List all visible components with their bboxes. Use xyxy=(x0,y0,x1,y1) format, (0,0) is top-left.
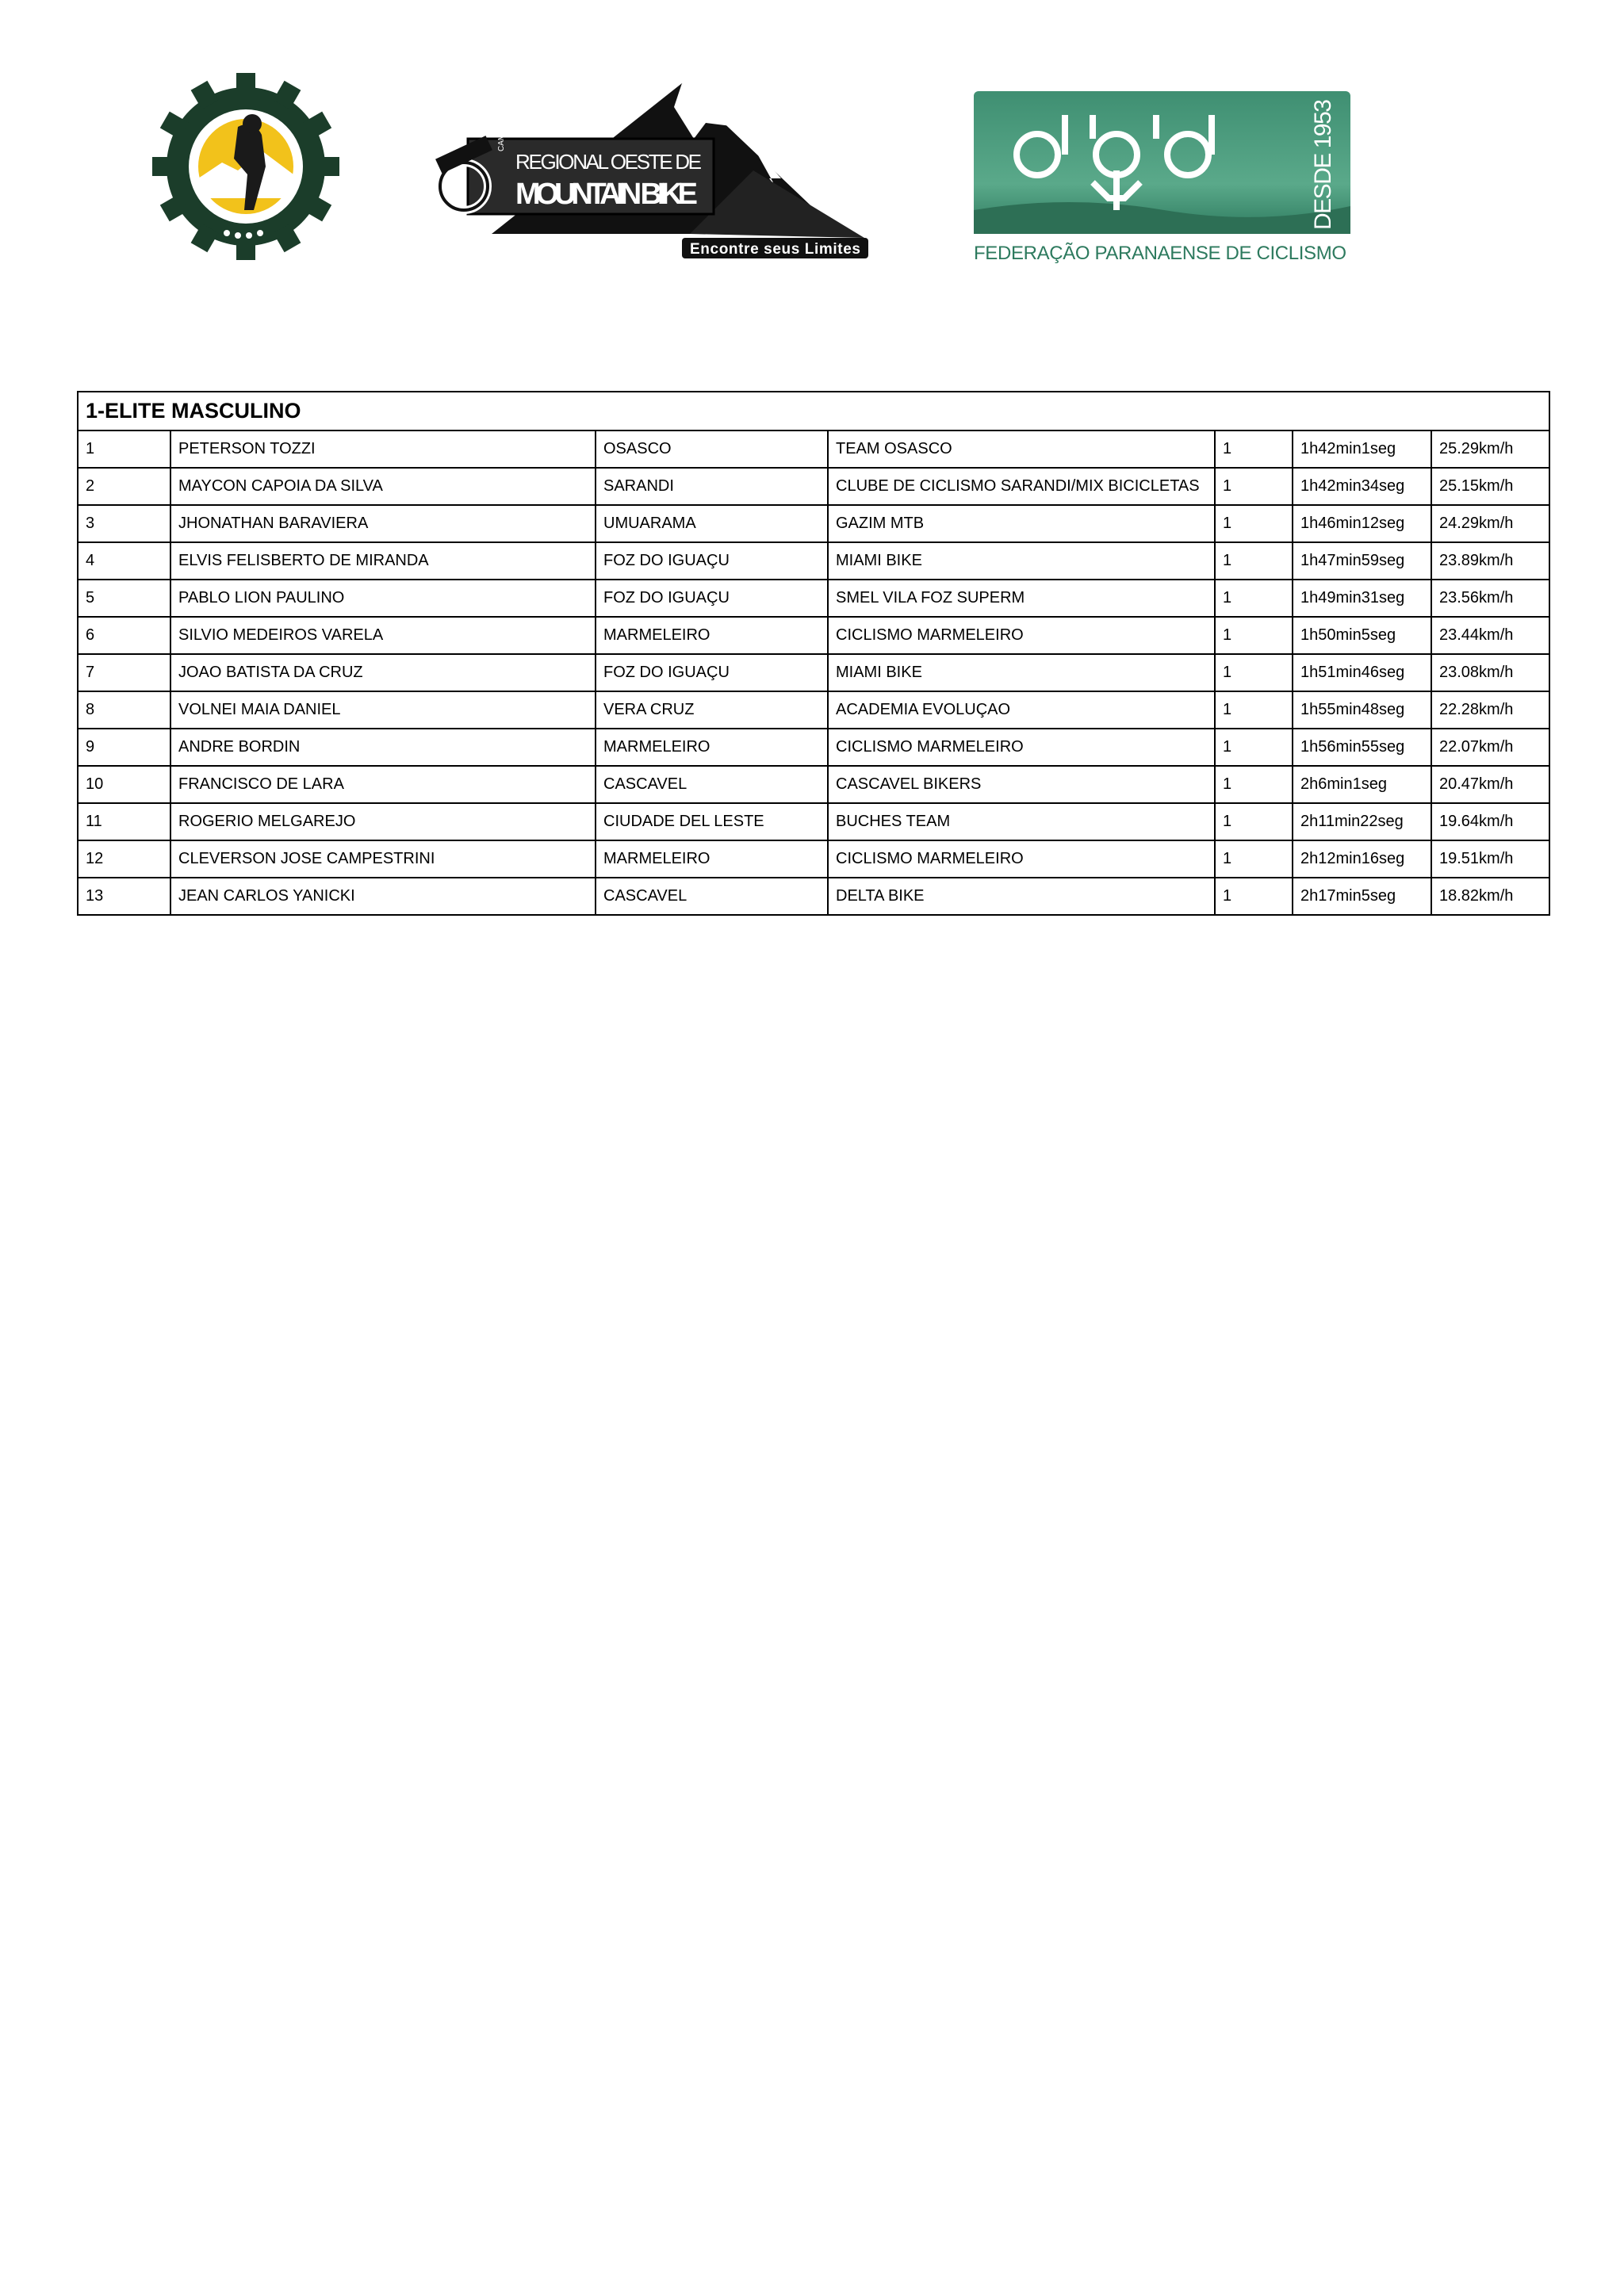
position-cell: 12 xyxy=(78,840,170,878)
laps-cell: 1 xyxy=(1215,654,1293,691)
table-row xyxy=(78,729,1549,766)
position-cell: 9 xyxy=(78,729,170,766)
city-cell: FOZ DO IGUAÇU xyxy=(596,542,828,580)
table-row xyxy=(78,617,1549,654)
city-cell: CASCAVEL xyxy=(596,766,828,803)
rider-name-cell: CLEVERSON JOSE CAMPESTRINI xyxy=(170,840,596,878)
team-cell: CICLISMO MARMELEIRO xyxy=(828,840,1215,878)
category-header-row xyxy=(78,392,1549,430)
team-cell: CASCAVEL BIKERS xyxy=(828,766,1215,803)
table-row xyxy=(78,580,1549,617)
position-cell: 13 xyxy=(78,878,170,915)
position-cell: 6 xyxy=(78,617,170,654)
ciclismo-oeste-gear-logo xyxy=(151,71,341,262)
laps-cell: 1 xyxy=(1215,580,1293,617)
rider-name-cell: MAYCON CAPOIA DA SILVA xyxy=(170,468,596,505)
laps-cell: 1 xyxy=(1215,803,1293,840)
time-cell: 1h42min1seg xyxy=(1293,430,1431,468)
laps-cell: 1 xyxy=(1215,617,1293,654)
team-cell: TEAM OSASCO xyxy=(828,430,1215,468)
team-cell: DELTA BIKE xyxy=(828,878,1215,915)
time-cell: 1h50min5seg xyxy=(1293,617,1431,654)
city-cell: OSASCO xyxy=(596,430,828,468)
laps-cell: 1 xyxy=(1215,505,1293,542)
bicycle-icon xyxy=(435,136,492,210)
time-cell: 1h46min12seg xyxy=(1293,505,1431,542)
position-cell: 1 xyxy=(78,430,170,468)
speed-cell: 25.29km/h xyxy=(1431,430,1549,468)
rider-name-cell: ELVIS FELISBERTO DE MIRANDA xyxy=(170,542,596,580)
table-row xyxy=(78,840,1549,878)
speed-cell: 22.07km/h xyxy=(1431,729,1549,766)
speed-cell: 23.56km/h xyxy=(1431,580,1549,617)
rider-name-cell: ROGERIO MELGAREJO xyxy=(170,803,596,840)
time-cell: 2h17min5seg xyxy=(1293,878,1431,915)
laps-cell: 1 xyxy=(1215,766,1293,803)
time-cell: 1h56min55seg xyxy=(1293,729,1431,766)
city-cell: MARMELEIRO xyxy=(596,840,828,878)
speed-cell: 23.08km/h xyxy=(1431,654,1549,691)
time-cell: 2h6min1seg xyxy=(1293,766,1431,803)
fpc-logo-name: FEDERAÇÃO PARANAENSE DE CICLISMO xyxy=(974,243,1346,264)
laps-cell: 1 xyxy=(1215,542,1293,580)
team-cell: CICLISMO MARMELEIRO xyxy=(828,617,1215,654)
position-cell: 11 xyxy=(78,803,170,840)
position-cell: 2 xyxy=(78,468,170,505)
team-cell: ACADEMIA EVOLUÇAO xyxy=(828,691,1215,729)
team-cell: SMEL VILA FOZ SUPERM xyxy=(828,580,1215,617)
city-cell: CIUDADE DEL LESTE xyxy=(596,803,828,840)
city-cell: MARMELEIRO xyxy=(596,729,828,766)
team-cell: CICLISMO MARMELEIRO xyxy=(828,729,1215,766)
city-cell: VERA CRUZ xyxy=(596,691,828,729)
laps-cell: 1 xyxy=(1215,691,1293,729)
table-row xyxy=(78,430,1549,468)
time-cell: 2h12min16seg xyxy=(1293,840,1431,878)
speed-cell: 24.29km/h xyxy=(1431,505,1549,542)
table-row xyxy=(78,766,1549,803)
rider-name-cell: FRANCISCO DE LARA xyxy=(170,766,596,803)
speed-cell: 18.82km/h xyxy=(1431,878,1549,915)
city-cell: FOZ DO IGUAÇU xyxy=(596,580,828,617)
table-row xyxy=(78,505,1549,542)
time-cell: 1h51min46seg xyxy=(1293,654,1431,691)
speed-cell: 19.51km/h xyxy=(1431,840,1549,878)
team-cell: BUCHES TEAM xyxy=(828,803,1215,840)
laps-cell: 1 xyxy=(1215,840,1293,878)
header-logos xyxy=(0,0,1624,285)
city-cell: UMUARAMA xyxy=(596,505,828,542)
rider-name-cell: JEAN CARLOS YANICKI xyxy=(170,878,596,915)
rider-name-cell: VOLNEI MAIA DANIEL xyxy=(170,691,596,729)
mtb-logo-campeonato: CAMPEONATO xyxy=(497,95,506,151)
laps-cell: 1 xyxy=(1215,430,1293,468)
laps-cell: 1 xyxy=(1215,729,1293,766)
position-cell: 7 xyxy=(78,654,170,691)
mtb-logo-regional: REGIONAL OESTE DE xyxy=(515,150,702,174)
position-cell: 3 xyxy=(78,505,170,542)
speed-cell: 20.47km/h xyxy=(1431,766,1549,803)
time-cell: 1h55min48seg xyxy=(1293,691,1431,729)
table-row xyxy=(78,878,1549,915)
table-row xyxy=(78,691,1549,729)
table-row xyxy=(78,654,1549,691)
speed-cell: 23.44km/h xyxy=(1431,617,1549,654)
position-cell: 4 xyxy=(78,542,170,580)
time-cell: 1h42min34seg xyxy=(1293,468,1431,505)
time-cell: 2h11min22seg xyxy=(1293,803,1431,840)
rider-name-cell: JOAO BATISTA DA CRUZ xyxy=(170,654,596,691)
speed-cell: 23.89km/h xyxy=(1431,542,1549,580)
city-cell: SARANDI xyxy=(596,468,828,505)
team-cell: CLUBE DE CICLISMO SARANDI/MIX BICICLETAS xyxy=(828,468,1215,505)
mtb-logo-mountain-bike: MOUNTAIN BIKE xyxy=(515,178,698,211)
city-cell: FOZ DO IGUAÇU xyxy=(596,654,828,691)
gear-icon xyxy=(152,73,339,260)
federacao-paranaense-logo xyxy=(974,91,1350,266)
laps-cell: 1 xyxy=(1215,468,1293,505)
table-row xyxy=(78,803,1549,840)
time-cell: 1h49min31seg xyxy=(1293,580,1431,617)
rider-name-cell: JHONATHAN BARAVIERA xyxy=(170,505,596,542)
table-row xyxy=(78,542,1549,580)
speed-cell: 25.15km/h xyxy=(1431,468,1549,505)
speed-cell: 22.28km/h xyxy=(1431,691,1549,729)
mtb-logo-slogan: Encontre seus Limites xyxy=(690,241,860,258)
team-cell: MIAMI BIKE xyxy=(828,542,1215,580)
position-cell: 8 xyxy=(78,691,170,729)
laps-cell: 1 xyxy=(1215,878,1293,915)
time-cell: 1h47min59seg xyxy=(1293,542,1431,580)
fpc-logo-since: DESDE 1953 xyxy=(1310,99,1336,230)
category-title: 1-ELITE MASCULINO xyxy=(78,392,1549,430)
speed-cell: 19.64km/h xyxy=(1431,803,1549,840)
position-cell: 10 xyxy=(78,766,170,803)
rider-name-cell: SILVIO MEDEIROS VARELA xyxy=(170,617,596,654)
team-cell: MIAMI BIKE xyxy=(828,654,1215,691)
rider-name-cell: ANDRE BORDIN xyxy=(170,729,596,766)
team-cell: GAZIM MTB xyxy=(828,505,1215,542)
rider-name-cell: PABLO LION PAULINO xyxy=(170,580,596,617)
city-cell: CASCAVEL xyxy=(596,878,828,915)
rider-name-cell: PETERSON TOZZI xyxy=(170,430,596,468)
campeonato-regional-mtb-logo xyxy=(420,75,880,266)
city-cell: MARMELEIRO xyxy=(596,617,828,654)
results-table xyxy=(77,391,1550,916)
position-cell: 5 xyxy=(78,580,170,617)
table-row xyxy=(78,468,1549,505)
